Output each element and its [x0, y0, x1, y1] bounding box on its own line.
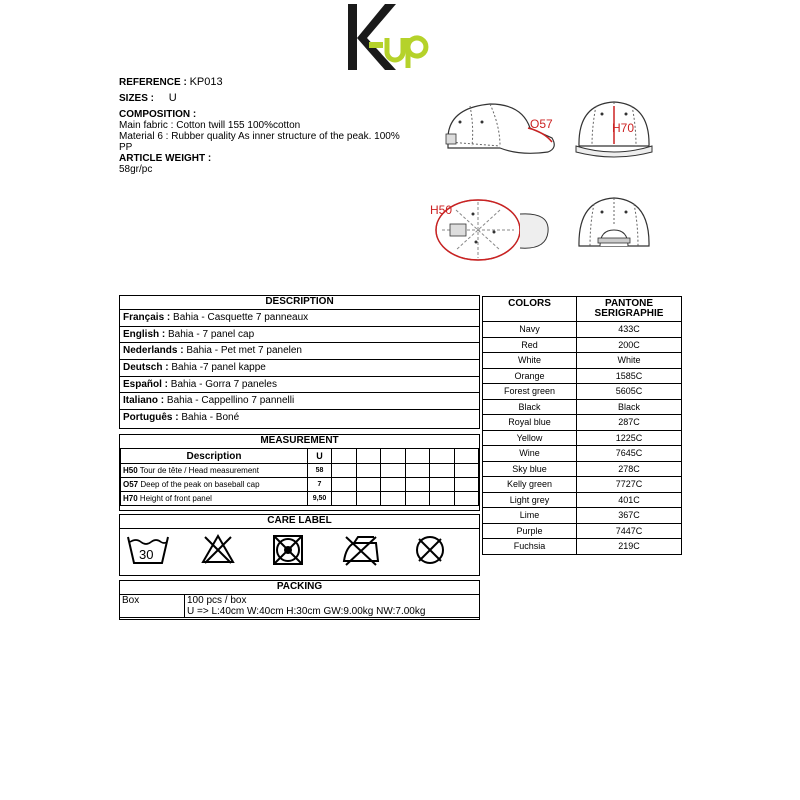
- description-lang: Italiano :: [123, 395, 165, 407]
- composition-block: [119, 109, 400, 175]
- pantone-code: 433C: [577, 322, 682, 338]
- measurement-row: [121, 478, 479, 492]
- color-name: Royal blue: [483, 415, 577, 431]
- pantone-code: 287C: [577, 415, 682, 431]
- description-lang: Español :: [123, 378, 169, 390]
- no-tumble-dry-icon: [271, 533, 305, 567]
- measurement-empty-cell: [405, 492, 430, 506]
- pantone-code: 7727C: [577, 477, 682, 493]
- measurement-code: O57: [123, 480, 139, 489]
- pantone-code: White: [577, 353, 682, 369]
- packing-table: [120, 594, 479, 618]
- description-text: Bahia - 7 panel cap: [165, 328, 255, 340]
- measurement-empty-cell: [430, 492, 455, 506]
- measurement-empty-cell: [332, 478, 357, 492]
- color-row: [483, 477, 682, 493]
- sizes-label: SIZES :: [119, 93, 155, 104]
- color-name: Forest green: [483, 384, 577, 400]
- cap-underside-view: [428, 192, 552, 264]
- pantone-code: 1225C: [577, 430, 682, 446]
- wash-temp: 30: [139, 547, 154, 562]
- measurement-desc: [121, 464, 308, 478]
- measurement-empty-cell: [430, 478, 455, 492]
- color-name: Black: [483, 399, 577, 415]
- measurement-code: H50: [123, 466, 138, 475]
- description-row: [120, 310, 479, 327]
- colors-col-header: COLORS: [483, 297, 577, 322]
- description-lang: Deutsch :: [123, 362, 169, 374]
- pantone-header-line1: PANTONE: [605, 298, 653, 309]
- cap-side-view: [440, 98, 560, 160]
- no-iron-icon: [340, 533, 382, 567]
- wash-30-icon: [126, 533, 170, 567]
- measurement-empty-cell: [356, 464, 381, 478]
- measurement-code: H70: [123, 494, 138, 503]
- color-name: Light grey: [483, 492, 577, 508]
- pantone-col-header: [577, 297, 682, 322]
- measurement-col-description: Description: [121, 449, 308, 464]
- color-name: Navy: [483, 322, 577, 338]
- composition-line3: PP: [119, 142, 133, 153]
- pantone-code: 367C: [577, 508, 682, 524]
- measurement-empty-cell: [454, 464, 479, 478]
- o57-label: O57: [530, 117, 553, 131]
- color-row: [483, 446, 682, 462]
- pantone-code: 401C: [577, 492, 682, 508]
- colors-table: [482, 296, 682, 555]
- measurement-value: 7: [308, 478, 332, 492]
- pantone-header-line2: SERIGRAPHIE: [594, 308, 664, 319]
- color-row: [483, 508, 682, 524]
- measurement-empty-cell: [356, 492, 381, 506]
- color-row: [483, 523, 682, 539]
- description-lang: English :: [123, 328, 166, 340]
- measurement-empty-cell: [381, 492, 406, 506]
- measurement-text: Height of front panel: [137, 494, 212, 503]
- color-row: [483, 461, 682, 477]
- h50-label: H50: [430, 203, 453, 217]
- measurement-empty-cell: [454, 478, 479, 492]
- pantone-code: 7645C: [577, 446, 682, 462]
- color-name: Orange: [483, 368, 577, 384]
- description-lang: Português :: [123, 412, 179, 424]
- reference-line: [119, 77, 223, 88]
- h70-label: H70: [612, 121, 635, 135]
- description-row: [120, 377, 479, 394]
- packing-unit: Box: [120, 595, 185, 618]
- measurement-empty-cell: [454, 492, 479, 506]
- measurement-value: 58: [308, 464, 332, 478]
- color-name: Wine: [483, 446, 577, 462]
- measurement-text: Deep of the peak on baseball cap: [138, 480, 260, 489]
- description-row: [120, 343, 479, 360]
- packing-line1: 100 pcs / box: [187, 595, 247, 606]
- pantone-code: 219C: [577, 539, 682, 555]
- measurement-empty-cell: [332, 464, 357, 478]
- cap-back-view: [574, 194, 654, 258]
- color-name: Yellow: [483, 430, 577, 446]
- packing-header: PACKING: [120, 581, 479, 595]
- measurement-empty-cell: [332, 492, 357, 506]
- color-row: [483, 322, 682, 338]
- color-name: Sky blue: [483, 461, 577, 477]
- color-name: Red: [483, 337, 577, 353]
- description-row: [120, 327, 479, 344]
- reference-value: KP013: [189, 76, 223, 88]
- sizes-value: U: [168, 92, 177, 104]
- no-bleach-icon: [201, 533, 235, 565]
- measurement-empty-cell: [430, 464, 455, 478]
- color-row: [483, 415, 682, 431]
- description-box: [119, 295, 480, 429]
- color-row: [483, 430, 682, 446]
- packing-box: [119, 580, 480, 620]
- composition-line2: Material 6 : Rubber quality As inner structure of the peak. 100%: [119, 131, 400, 142]
- sizes-line: [119, 93, 177, 104]
- color-name: Fuchsia: [483, 539, 577, 555]
- measurement-table: [120, 448, 479, 506]
- cap-front-view: [574, 98, 654, 160]
- description-header: DESCRIPTION: [120, 296, 479, 310]
- measurement-desc: [121, 492, 308, 506]
- color-name: Purple: [483, 523, 577, 539]
- color-name: White: [483, 353, 577, 369]
- measurement-empty-cell: [405, 478, 430, 492]
- composition-label: COMPOSITION :: [119, 109, 197, 120]
- weight-value: 58gr/pc: [119, 164, 153, 175]
- composition-line1: Main fabric : Cotton twill 155 100%cotton: [119, 120, 301, 131]
- pantone-code: 5605C: [577, 384, 682, 400]
- color-name: Lime: [483, 508, 577, 524]
- description-lang: Français :: [123, 312, 171, 323]
- measurement-text: Tour de tête / Head measurement: [137, 466, 259, 475]
- reference-label: REFERENCE :: [119, 77, 187, 88]
- measurement-desc: [121, 478, 308, 492]
- measurement-header: MEASUREMENT: [120, 435, 479, 449]
- measurement-empty-cell: [381, 464, 406, 478]
- color-row: [483, 399, 682, 415]
- description-text: Bahia - Casquette 7 panneaux: [170, 312, 309, 323]
- pantone-code: 200C: [577, 337, 682, 353]
- measurement-box: [119, 434, 480, 511]
- description-text: Bahia - Cappellino 7 pannelli: [164, 395, 295, 407]
- measurement-empty-cell: [405, 464, 430, 478]
- description-row: [120, 360, 479, 377]
- measurement-row: [121, 464, 479, 478]
- care-label-header: CARE LABEL: [120, 515, 479, 529]
- color-row: [483, 384, 682, 400]
- measurement-empty-cell: [381, 478, 406, 492]
- description-text: Bahia - Pet met 7 panelen: [183, 345, 302, 357]
- description-row: [120, 410, 479, 427]
- kup-logo: [345, 4, 435, 72]
- color-row: [483, 492, 682, 508]
- description-lang: Nederlands :: [123, 345, 184, 357]
- pantone-code: 278C: [577, 461, 682, 477]
- description-text: Bahia - Boné: [178, 412, 240, 424]
- packing-details: [185, 595, 480, 618]
- packing-line2: U => L:40cm W:40cm H:30cm GW:9.00kg NW:7.00kg: [187, 606, 426, 617]
- measurement-row: [121, 492, 479, 506]
- measurement-col-size: U: [308, 449, 332, 464]
- color-row: [483, 539, 682, 555]
- measurement-value: 9,50: [308, 492, 332, 506]
- weight-label: ARTICLE WEIGHT :: [119, 153, 212, 164]
- description-row: [120, 393, 479, 410]
- color-name: Kelly green: [483, 477, 577, 493]
- pantone-code: 1585C: [577, 368, 682, 384]
- color-row: [483, 368, 682, 384]
- measurement-empty-cell: [356, 478, 381, 492]
- color-row: [483, 337, 682, 353]
- description-rows: [120, 310, 479, 427]
- color-row: [483, 353, 682, 369]
- description-text: Bahia -7 panel kappe: [168, 362, 266, 374]
- description-text: Bahia - Gorra 7 paneles: [168, 378, 277, 390]
- pantone-code: 7447C: [577, 523, 682, 539]
- no-dry-clean-icon: [413, 533, 447, 567]
- pantone-code: Black: [577, 399, 682, 415]
